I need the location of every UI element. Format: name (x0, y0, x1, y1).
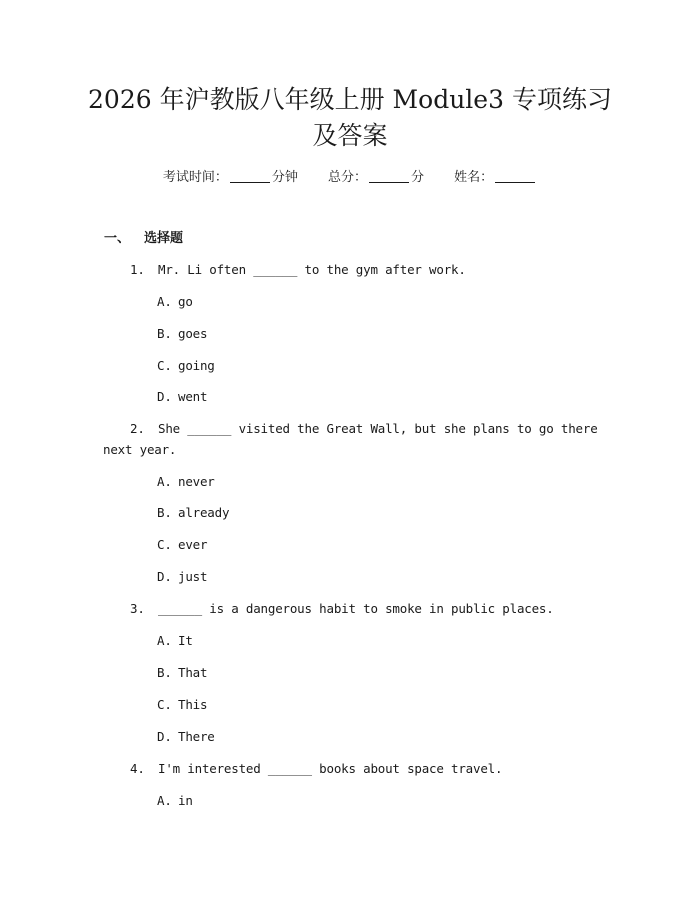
question-2-option-b (157, 503, 229, 523)
option-letter: D. (157, 729, 172, 744)
question-1 (130, 260, 466, 280)
question-3-option-d (157, 727, 215, 747)
total-score-unit: 分 (411, 170, 425, 185)
student-name-label: 姓名： (454, 170, 494, 185)
option-letter: D. (157, 569, 172, 584)
question-number: 4. (130, 761, 145, 776)
question-4 (130, 759, 502, 779)
question-1-option-d (157, 387, 207, 407)
question-1-option-a (157, 292, 193, 312)
exam-time-blank (230, 168, 270, 183)
option-letter: B. (157, 326, 172, 341)
option-text: going (178, 358, 215, 373)
option-text: already (178, 505, 230, 520)
question-1-option-b (157, 324, 207, 344)
question-text: Mr. Li often ______ to the gym after work. (158, 262, 466, 277)
question-3-option-b (157, 663, 207, 683)
question-2-option-c (157, 535, 207, 555)
question-3-option-a (157, 631, 193, 651)
exam-info-line (0, 168, 700, 188)
total-score-blank (369, 168, 409, 183)
option-letter: B. (157, 665, 172, 680)
option-text: just (178, 569, 208, 584)
question-1-option-c (157, 356, 215, 376)
student-name-blank (495, 168, 535, 183)
section-number: 一、 (104, 231, 131, 246)
option-letter: B. (157, 505, 172, 520)
question-number: 2. (130, 421, 145, 436)
option-text: goes (178, 326, 208, 341)
student-name (454, 168, 537, 188)
option-letter: C. (157, 537, 172, 552)
option-text: This (178, 697, 208, 712)
option-text: went (178, 389, 208, 404)
question-number: 1. (130, 262, 145, 277)
option-text: in (178, 793, 193, 808)
option-letter: A. (157, 633, 172, 648)
question-text: I'm interested ______ books about space travel. (158, 761, 503, 776)
question-3-option-c (157, 695, 207, 715)
option-text: That (178, 665, 208, 680)
question-2 (130, 419, 598, 439)
section-title: 选择题 (144, 231, 184, 246)
total-score-label: 总分： (327, 170, 367, 185)
question-2-option-d (157, 567, 207, 587)
question-text: She ______ visited the Great Wall, but she plans to go there (158, 421, 598, 436)
exam-time (163, 168, 298, 188)
question-text: ______ is a dangerous habit to smoke in public places. (158, 601, 554, 616)
question-number: 3. (130, 601, 145, 616)
option-text: go (178, 294, 193, 309)
exam-time-unit: 分钟 (271, 170, 298, 185)
question-2-option-a (157, 472, 215, 492)
option-text: There (178, 729, 215, 744)
option-text: ever (178, 537, 208, 552)
exam-time-label: 考试时间： (162, 170, 228, 185)
question-3 (130, 599, 554, 619)
option-letter: A. (157, 474, 172, 489)
option-text: never (178, 474, 215, 489)
option-text: It (178, 633, 193, 648)
question-4-option-a (157, 791, 193, 811)
option-letter: A. (157, 294, 172, 309)
total-score (328, 168, 424, 188)
question-2-continued: next year. (103, 442, 177, 457)
option-letter: D. (157, 389, 172, 404)
page-title: 2026 年沪教版八年级上册 Module3 专项练习 (88, 85, 612, 114)
section-heading (104, 229, 183, 249)
option-letter: A. (157, 793, 172, 808)
page-title-continued: 及答案 (312, 121, 388, 150)
option-letter: C. (157, 358, 172, 373)
option-letter: C. (157, 697, 172, 712)
